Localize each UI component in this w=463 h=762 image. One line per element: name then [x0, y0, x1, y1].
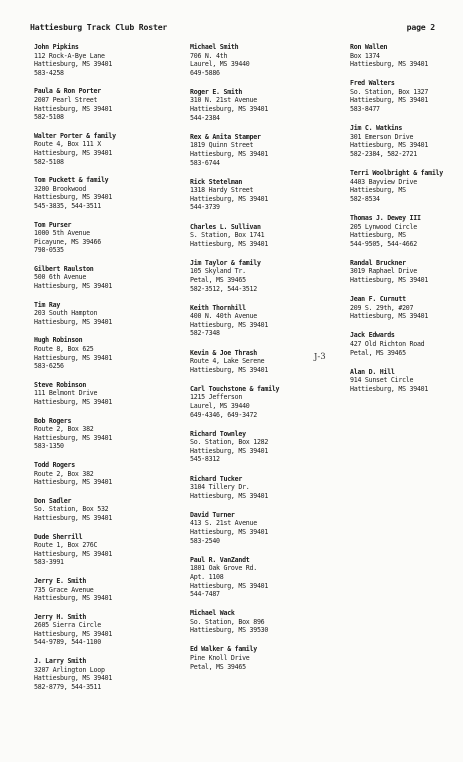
- address-line: Hattiesburg, MS 39401: [34, 433, 113, 442]
- address-line: 3207 Arlington Loop: [34, 665, 105, 674]
- address-line: 112 Rock-A-Bye Lane: [34, 51, 105, 60]
- address-line: Laurel, MS 39440: [190, 60, 250, 69]
- member-name: Jim Taylor & family: [190, 258, 261, 267]
- roster-entry: [190, 609, 335, 635]
- roster-entry: [190, 304, 335, 338]
- address-line: Hattiesburg, MS 39401: [190, 365, 269, 374]
- roster-entry: [350, 169, 462, 203]
- address-line: 105 Skyland Tr.: [190, 267, 246, 276]
- member-name: Ron Wallen: [350, 43, 388, 51]
- member-name: John Pipkins: [34, 43, 79, 51]
- address-line: 582-2384, 582-2721: [350, 149, 417, 158]
- address-line: Hattiesburg, MS 39401: [190, 581, 269, 590]
- member-name: Tim Ray: [34, 300, 61, 309]
- address-line: Hattiesburg, MS 39401: [34, 353, 113, 362]
- address-line: 209 S. 29th, #207: [350, 303, 414, 312]
- member-name: Don Sadler: [34, 496, 72, 505]
- address-line: Hattiesburg, MS 39401: [350, 312, 429, 321]
- member-name: David Turner: [190, 510, 235, 519]
- roster-entry: [350, 79, 462, 113]
- member-name: Hugh Robinson: [34, 336, 83, 345]
- member-name: Richard Townley: [190, 429, 246, 438]
- address-line: 582-5108: [34, 157, 64, 166]
- roster-entry: [34, 613, 174, 647]
- roster-entry: [34, 43, 174, 77]
- address-line: Hattiesburg, MS 39401: [190, 491, 269, 500]
- address-line: 205 Lynwood Circle: [350, 222, 417, 231]
- roster-entry: [34, 87, 174, 121]
- member-name: Gilbert Raulston: [34, 264, 94, 273]
- member-name: Keith Thornhill: [190, 303, 246, 312]
- address-line: 1000 5th Avenue: [34, 229, 90, 238]
- address-line: 583-1350: [34, 442, 64, 451]
- address-line: 400 N. 40th Avenue: [190, 312, 257, 321]
- address-line: Hattiesburg, MS 39401: [190, 239, 269, 248]
- roster-title: Hattiesburg Track Club Roster: [30, 22, 168, 32]
- roster-entry: [34, 417, 174, 451]
- address-line: Pine Knoll Drive: [190, 654, 250, 663]
- address-line: Hattiesburg, MS 39401: [34, 60, 113, 69]
- member-name: Tom Puckett & family: [34, 176, 109, 185]
- roster-entry: [350, 43, 462, 69]
- address-line: 413 S. 21st Avenue: [190, 519, 257, 528]
- address-line: 2605 Sierra Circle: [34, 621, 101, 630]
- address-line: 583-4258: [34, 68, 64, 77]
- address-line: 3104 Tillery Dr.: [190, 483, 250, 492]
- member-name: J. Larry Smith: [34, 657, 87, 666]
- member-name: Terri Woolbright & family: [350, 169, 443, 178]
- address-line: Petal, MS 39465: [190, 275, 246, 284]
- address-line: Hattiesburg, MS 39401: [190, 528, 269, 537]
- address-line: Hattiesburg, MS 39401: [34, 478, 113, 487]
- roster-entry: [190, 385, 335, 419]
- roster-entry: [34, 132, 174, 166]
- address-line: 582-3512, 544-3512: [190, 284, 257, 293]
- address-line: 111 Belmont Drive: [34, 389, 98, 398]
- address-line: 1819 Quinn Street: [190, 141, 254, 150]
- roster-entry: [190, 223, 335, 249]
- roster-entry: [350, 214, 462, 248]
- address-line: Hattiesburg, MS 39401: [350, 141, 429, 150]
- roster-entry: [34, 497, 174, 523]
- address-line: Hattiesburg, MS 39401: [34, 282, 113, 291]
- address-line: Hattiesburg, MS 39401: [190, 194, 269, 203]
- address-line: So. Station, Box 1282: [190, 438, 269, 447]
- roster-entry: [34, 336, 174, 370]
- member-name: Roger E. Smith: [190, 87, 243, 96]
- address-line: 3019 Raphael Drive: [350, 267, 417, 276]
- member-name: Jerry E. Smith: [34, 576, 87, 585]
- address-line: 545-8312: [190, 455, 220, 464]
- address-line: 310 N. 21st Avenue: [190, 96, 257, 105]
- address-line: 544-3739: [190, 203, 220, 212]
- roster-entry: [190, 133, 335, 167]
- address-line: Hattiesburg, MS 39401: [190, 446, 269, 455]
- address-line: Apt. 1108: [190, 572, 224, 581]
- address-line: Hattiesburg, MS 39401: [34, 513, 113, 522]
- address-line: 500 6th Avenue: [34, 273, 87, 282]
- address-line: 1215 Jefferson: [190, 393, 243, 402]
- page-number: page 2: [406, 22, 435, 32]
- member-name: Randal Bruckner: [350, 258, 406, 267]
- member-name: Thomas J. Dewey III: [350, 213, 421, 222]
- address-line: Hattiesburg, MS: [350, 231, 406, 240]
- member-name: Ed Walker & family: [190, 645, 257, 654]
- address-line: Hattiesburg, MS 39401: [190, 105, 269, 114]
- address-line: 1318 Hardy Street: [190, 186, 254, 195]
- address-line: Hattiesburg, MS 39401: [190, 320, 269, 329]
- address-line: 4403 Bayview Drive: [350, 177, 417, 186]
- roster-entry: [190, 556, 335, 599]
- roster-entry: [34, 461, 174, 487]
- address-line: Route 8, Box 625: [34, 345, 94, 354]
- roster-entry: [34, 265, 174, 291]
- address-line: Picayune, MS 39466: [34, 237, 101, 246]
- roster-entry: [350, 331, 462, 357]
- roster-entry: [34, 221, 174, 255]
- address-line: So. Station, Box 532: [34, 505, 109, 514]
- roster-entry: [34, 176, 174, 210]
- address-line: Hattiesburg, MS 39401: [34, 398, 113, 406]
- address-line: 544-9789, 544-1100: [34, 638, 101, 647]
- roster-entry: [34, 301, 174, 327]
- address-line: 583-8477: [350, 105, 380, 114]
- member-name: Jean F. Curnutt: [350, 295, 406, 304]
- address-line: 582-8534: [350, 194, 380, 203]
- member-name: Charles L. Sullivan: [190, 222, 261, 231]
- address-line: Hattiesburg, MS 39401: [350, 384, 429, 393]
- address-line: 582-7348: [190, 329, 220, 338]
- address-line: Box 1374: [350, 51, 380, 60]
- address-line: Hattiesburg, MS 39401: [34, 594, 113, 603]
- member-name: Michael Smith: [190, 43, 239, 51]
- roster-column-3: [350, 43, 462, 404]
- address-line: Route 4, Lake Serene: [190, 357, 265, 366]
- address-line: 798-0535: [34, 246, 64, 255]
- address-line: Route 2, Box 382: [34, 425, 94, 434]
- member-name: Paula & Ron Porter: [34, 87, 101, 96]
- member-name: Jim C. Watkins: [350, 124, 403, 133]
- member-name: Jack Edwards: [350, 331, 395, 340]
- address-line: 914 Sunset Circle: [350, 376, 414, 385]
- roster-column-1: [34, 43, 174, 701]
- address-line: 582-8779, 544-3511: [34, 682, 101, 691]
- address-line: Hattiesburg, MS 39401: [350, 275, 429, 284]
- address-line: Hattiesburg, MS 39401: [350, 96, 429, 105]
- roster-entry: [34, 381, 174, 407]
- roster-entry: [190, 259, 335, 293]
- address-line: Hattiesburg, MS 39401: [34, 674, 113, 683]
- member-name: Rick Stetelman: [190, 177, 243, 186]
- address-line: 706 N. 4th: [190, 51, 228, 60]
- member-name: Walter Porter & family: [34, 131, 116, 140]
- member-name: Tom Purser: [34, 220, 72, 229]
- address-line: 649-5886: [190, 68, 220, 77]
- roster-entry: [34, 657, 174, 691]
- member-name: Kevin & Joe Thrash: [190, 348, 257, 357]
- member-name: Richard Tucker: [190, 474, 243, 483]
- address-line: Route 1, Box 276C: [34, 541, 98, 550]
- roster-entry: [350, 295, 462, 321]
- member-name: Carl Touchstone & family: [190, 384, 280, 393]
- address-line: Route 4, Box 111 X: [34, 140, 101, 149]
- roster-entry: [190, 88, 335, 122]
- roster-entry: [190, 43, 335, 77]
- address-line: 544-7487: [190, 590, 220, 599]
- member-name: Jerry H. Smith: [34, 612, 87, 621]
- roster-entry: [190, 645, 335, 671]
- address-line: S. Station, Box 1741: [190, 231, 265, 240]
- address-line: 3200 Brookwood: [34, 184, 87, 193]
- address-line: Hattiesburg, MS 39401: [34, 193, 113, 202]
- address-line: 2007 Pearl Street: [34, 95, 98, 104]
- member-name: Todd Rogers: [34, 460, 75, 469]
- roster-entry: [350, 368, 462, 394]
- address-line: 583-6744: [190, 158, 220, 167]
- address-line: Hattiesburg, MS 39401: [34, 549, 113, 558]
- member-name: Rex & Anita Stamper: [190, 132, 261, 141]
- member-name: Steve Robinson: [34, 380, 87, 389]
- address-line: 301 Emerson Drive: [350, 132, 414, 141]
- address-line: Hattiesburg, MS 39530: [190, 626, 269, 635]
- address-line: Hattiesburg, MS 39401: [34, 629, 113, 638]
- address-line: 583-3991: [34, 558, 64, 567]
- member-name: Paul R. VanZandt: [190, 555, 250, 564]
- address-line: 545-3835, 544-3511: [34, 201, 101, 210]
- address-line: Hattiesburg, MS 39401: [34, 317, 113, 326]
- address-line: Petal, MS 39465: [350, 348, 406, 357]
- address-line: So. Station, Box 1327: [350, 87, 429, 96]
- address-line: 203 South Hampton: [34, 309, 98, 318]
- roster-entry: [34, 577, 174, 603]
- member-name: Dude Sherrill: [34, 532, 83, 541]
- address-line: Hattiesburg, MS: [350, 186, 406, 195]
- member-name: Bob Rogers: [34, 416, 72, 425]
- roster-entry: [34, 533, 174, 567]
- address-line: Hattiesburg, MS 39401: [350, 60, 429, 69]
- address-line: Petal, MS 39465: [190, 662, 246, 671]
- address-line: 427 Old Richton Road: [350, 339, 425, 348]
- address-line: Hattiesburg, MS 39401: [34, 148, 113, 157]
- address-line: 544-2384: [190, 113, 220, 122]
- address-line: 649-4346, 649-3472: [190, 410, 257, 419]
- member-name: Fred Walters: [350, 79, 395, 88]
- address-line: 1801 Oak Grove Rd.: [190, 564, 257, 573]
- address-line: 544-9505, 544-4662: [350, 239, 417, 248]
- roster-entry: [190, 475, 335, 501]
- roster-entry: [190, 178, 335, 212]
- address-line: Laurel, MS 39440: [190, 402, 250, 410]
- member-name: Alan D. Hill: [350, 367, 395, 376]
- address-line: 583-6256: [34, 362, 64, 371]
- address-line: Hattiesburg, MS 39401: [190, 149, 269, 158]
- roster-entry: [190, 511, 335, 545]
- address-line: 583-2540: [190, 536, 220, 545]
- address-line: 582-5108: [34, 113, 64, 122]
- roster-entry: [350, 259, 462, 285]
- address-line: Route 2, Box 382: [34, 469, 94, 478]
- handwritten-note: J-3: [313, 351, 326, 363]
- roster-entry: [190, 430, 335, 464]
- roster-column-2: [190, 43, 335, 682]
- address-line: 735 Grace Avenue: [34, 585, 94, 594]
- address-line: Hattiesburg, MS 39401: [34, 104, 113, 113]
- roster-entry: [350, 124, 462, 158]
- address-line: So. Station, Box 896: [190, 617, 265, 626]
- member-name: Michael Wack: [190, 609, 235, 618]
